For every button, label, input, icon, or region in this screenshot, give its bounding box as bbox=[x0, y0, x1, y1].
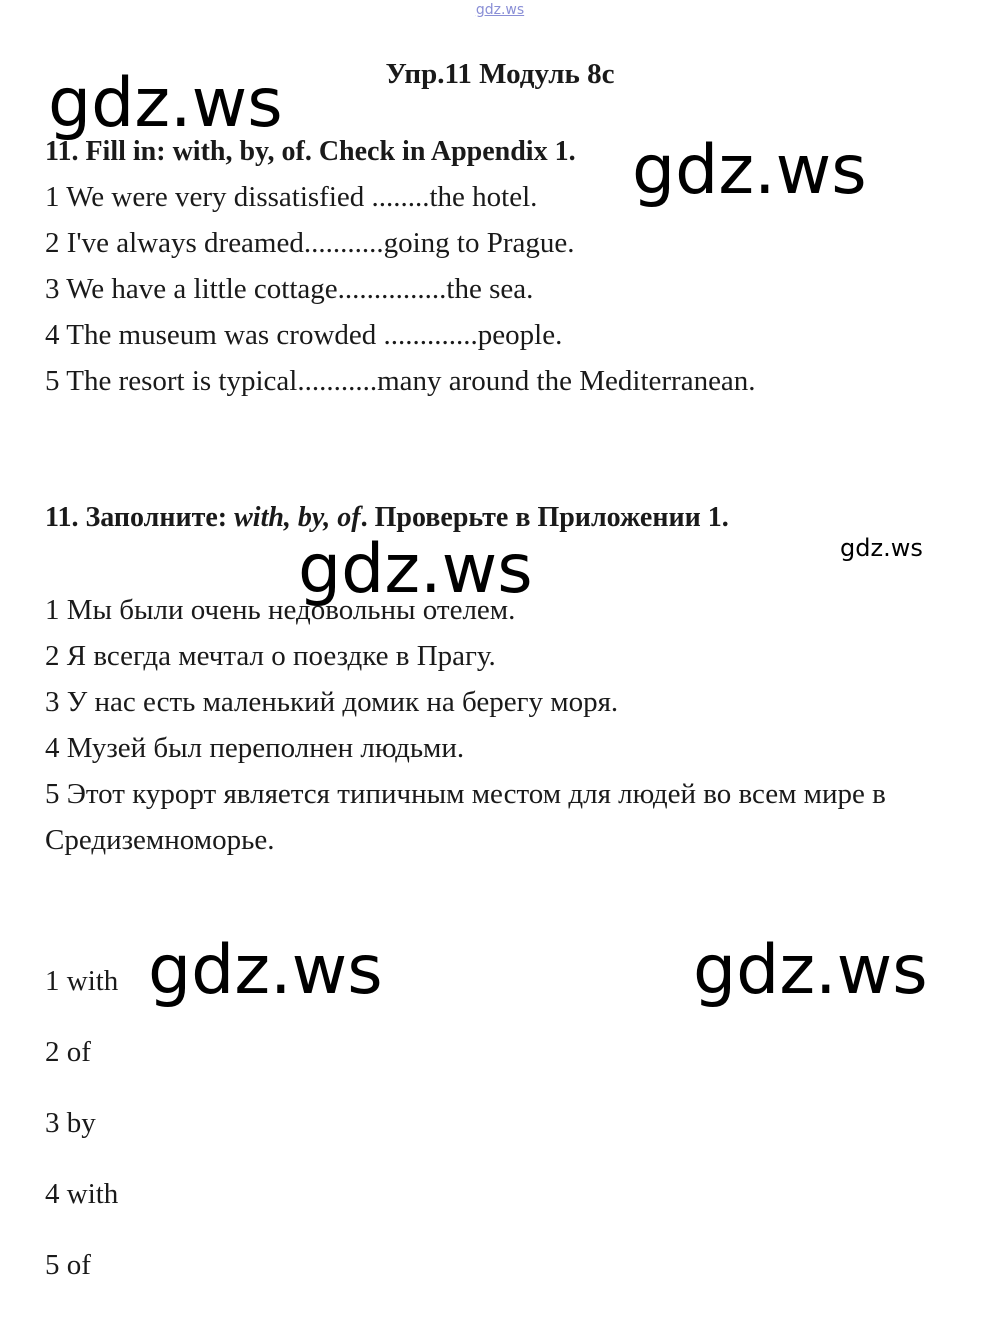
watermark-5: gdz.ws bbox=[148, 931, 383, 1010]
answer-2: 2 of bbox=[45, 1036, 91, 1068]
top-site-link[interactable]: gdz.ws bbox=[475, 2, 525, 18]
russian-heading-end: . Проверьте в Приложении 1. bbox=[360, 502, 729, 533]
watermark-2: gdz.ws bbox=[632, 131, 867, 210]
answer-5: 5 of bbox=[45, 1249, 91, 1281]
answer-3: 3 by bbox=[45, 1107, 96, 1139]
russian-sentence-2: 2 Я всегда мечтал о поездке в Прагу. bbox=[45, 640, 496, 672]
english-sentence-3: 3 We have a little cottage...............the sea. bbox=[45, 273, 534, 305]
english-sentence-1: 1 We were very dissatisfied ........the hotel. bbox=[45, 181, 538, 213]
english-sentence-5: 5 The resort is typical...........many around the Mediterranean. bbox=[45, 365, 756, 397]
watermark-6: gdz.ws bbox=[693, 931, 928, 1010]
russian-sentence-3: 3 У нас есть маленький домик на берегу моря. bbox=[45, 686, 619, 718]
english-sentence-4: 4 The museum was crowded .............people. bbox=[45, 319, 563, 351]
watermark-3: gdz.ws bbox=[840, 534, 923, 562]
russian-sentence-4: 4 Музей был переполнен людьми. bbox=[45, 732, 465, 764]
watermark-1: gdz.ws bbox=[48, 64, 283, 143]
answer-4: 4 with bbox=[45, 1178, 119, 1210]
russian-sentence-5-cont: Средиземноморье. bbox=[45, 824, 275, 856]
russian-sentence-5: 5 Этот курорт является типичным местом для людей во всем мире в bbox=[45, 778, 886, 810]
russian-heading-start: 11. Заполните: bbox=[45, 502, 235, 533]
page-title: Упр.11 Модуль 8с bbox=[385, 58, 615, 90]
english-sentence-2: 2 I've always dreamed...........going to Prague. bbox=[45, 227, 575, 259]
russian-sentence-1: 1 Мы были очень недовольны отелем. bbox=[45, 594, 516, 626]
watermark-4: gdz.ws bbox=[298, 530, 533, 609]
english-heading: 11. Fill in: with, by, of. Check in Appendix 1. bbox=[45, 136, 576, 167]
russian-heading-italic: with, by, of bbox=[234, 502, 361, 533]
answer-1: 1 with bbox=[45, 965, 119, 997]
